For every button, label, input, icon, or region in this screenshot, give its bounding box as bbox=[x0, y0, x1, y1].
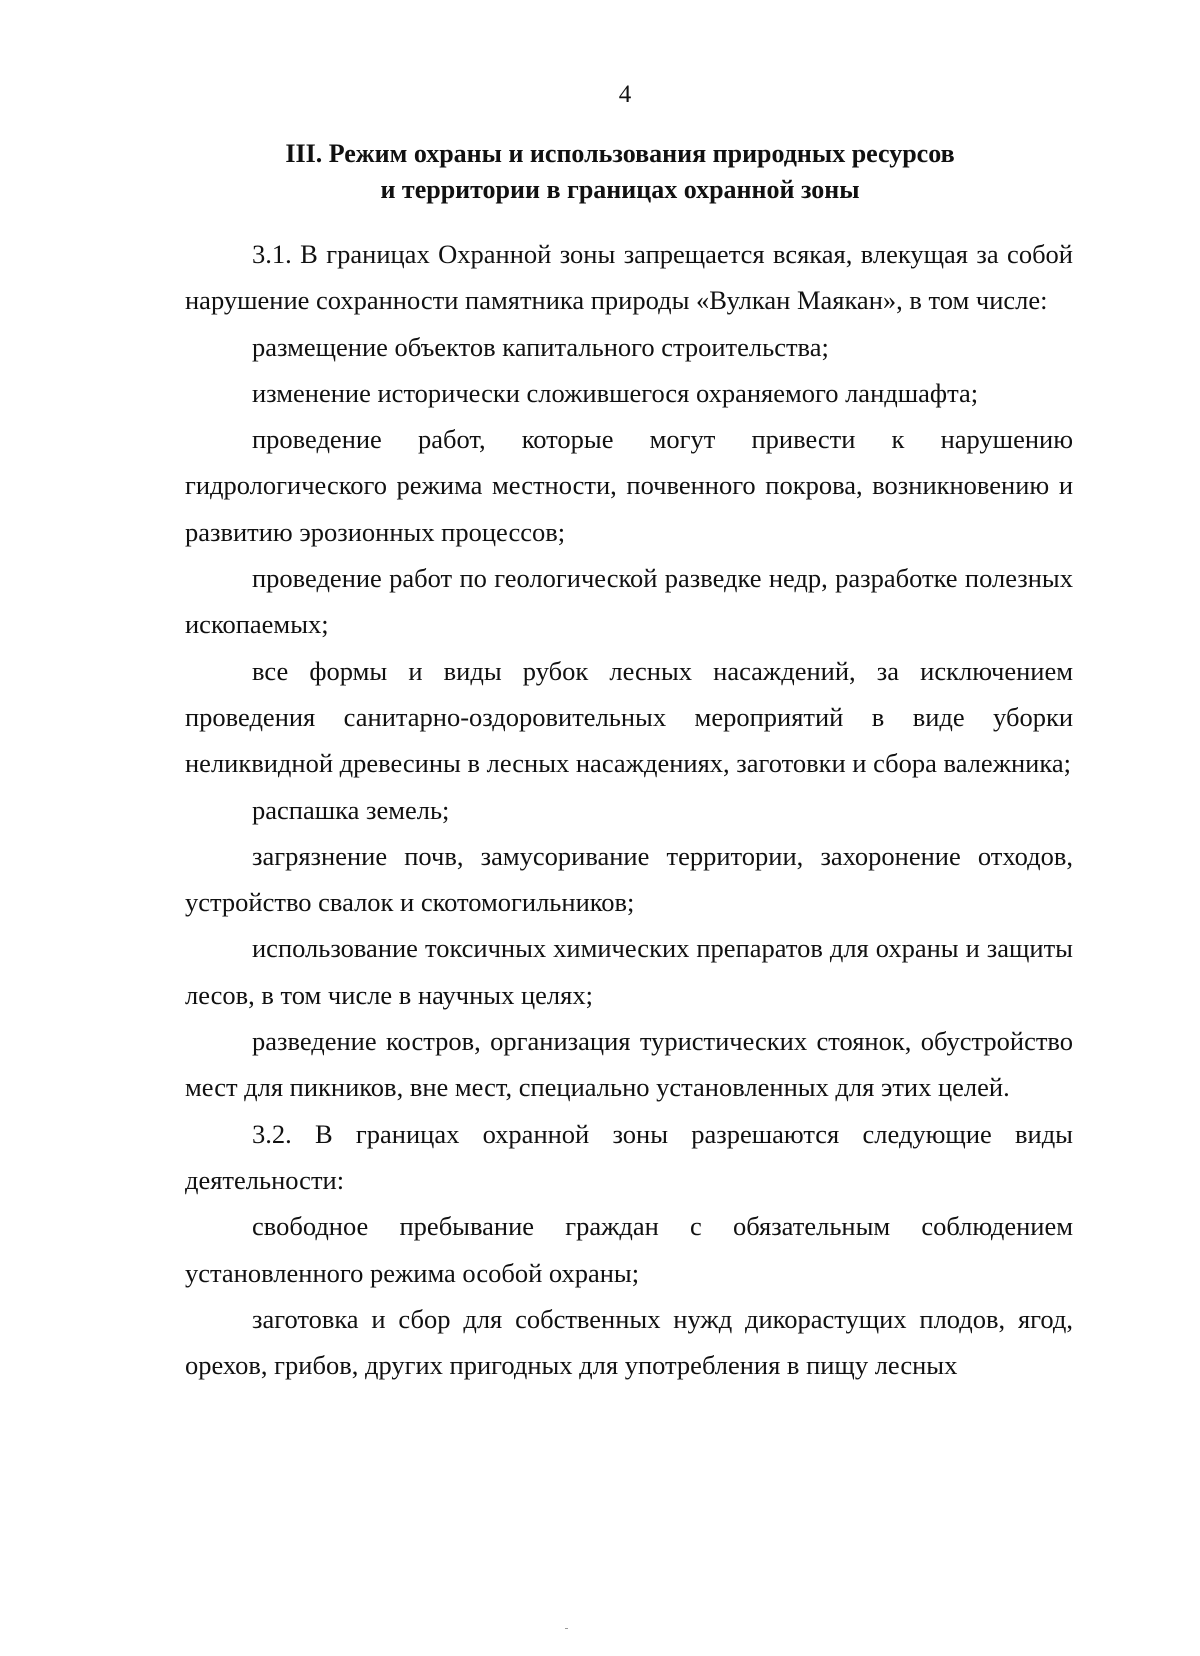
section-title bbox=[150, 136, 1090, 208]
list-item-campfires: разведение костров, организация туристических стоянок, обустройство мест для пикников, вне мест, специально установленных для этих целей. bbox=[185, 1026, 1073, 1103]
page-number: 4 bbox=[618, 81, 632, 108]
list-item-geological-works: проведение работ по геологической разведке недр, разработке полезных ископаемых; bbox=[185, 563, 1073, 640]
list-item-landscape-change: изменение исторически сложившегося охраняемого ландшафта; bbox=[252, 377, 979, 408]
body-text bbox=[185, 231, 1073, 1388]
list-item-toxic-chemicals: использование токсичных химических препаратов для охраны и защиты лесов, в том числе в научных целях; bbox=[185, 933, 1073, 1010]
scan-artifact bbox=[565, 1628, 568, 1629]
list-item-capital-construction: размещение объектов капитального строительства; bbox=[252, 331, 829, 362]
section-title-line-2: и территории в границах охранной зоны bbox=[380, 175, 860, 204]
list-item-wild-harvest: заготовка и сбор для собственных нужд дикорастущих плодов, ягод, орехов, грибов, других пригодных для употребления в пищу лесных bbox=[185, 1303, 1073, 1381]
list-item-free-stay: свободное пребывание граждан с обязательным соблюдением установленного режима особой охраны; bbox=[185, 1211, 1073, 1288]
list-item-hydrology-works: проведение работ, которые могут привести к нарушению гидрологического режима местности, почвенного покрова, возникновению и развитию эрозионных процессов; bbox=[185, 424, 1073, 547]
list-item-plowing: распашка земель; bbox=[252, 794, 450, 825]
section-title-line-1: III. Режим охраны и использования природных ресурсов bbox=[285, 139, 955, 168]
paragraph-3-1: 3.1. В границах Охранной зоны запрещается всякая, влекущая за собой нарушение сохранности памятника природы «Вулкан Маякан», в том числе: bbox=[185, 239, 1073, 316]
list-item-pollution: загрязнение почв, замусоривание территории, захоронение отходов, устройство свалок и скотомогильников; bbox=[185, 840, 1073, 918]
paragraph-3-2: 3.2. В границах охранной зоны разрешаются следующие виды деятельности: bbox=[185, 1118, 1073, 1195]
list-item-logging: все формы и виды рубок лесных насаждений, за исключением проведения санитарно-оздоровительных мероприятий в виде уборки неликвидной древесины в лесных насаждениях, заготовки и сбора валежника; bbox=[185, 655, 1073, 779]
